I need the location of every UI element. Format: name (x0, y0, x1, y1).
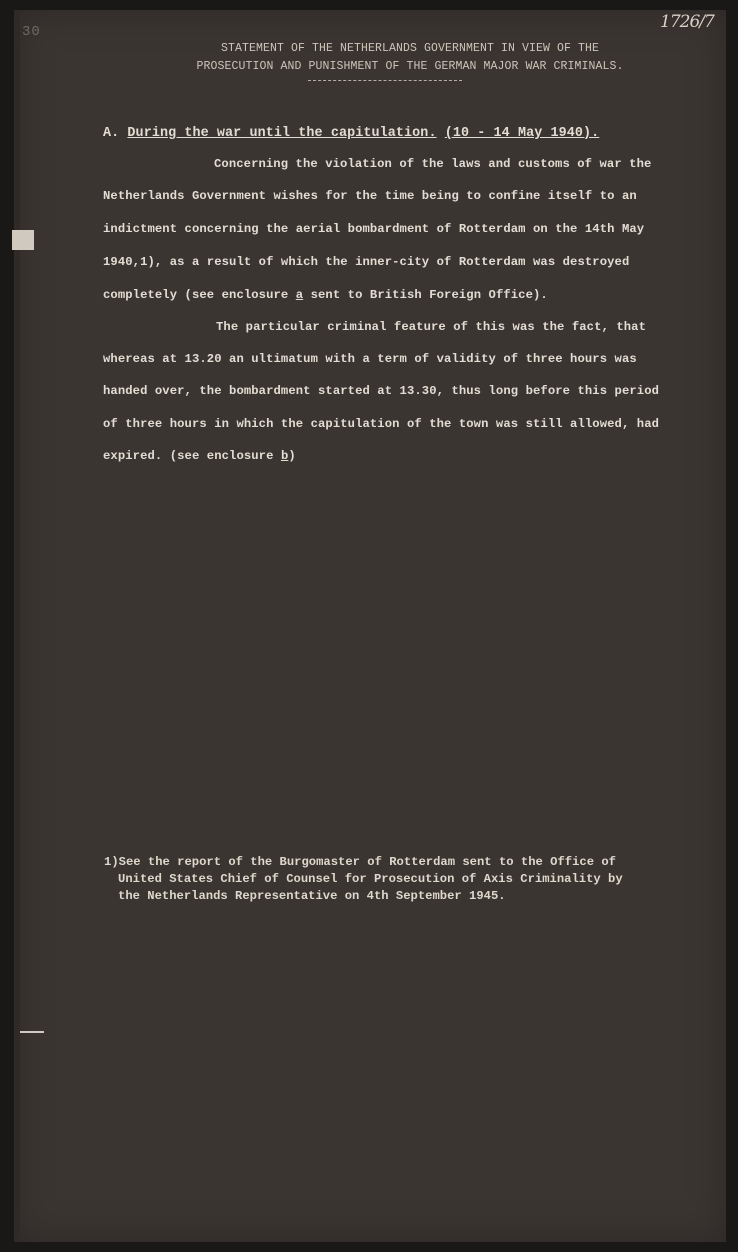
heading-line-2: PROSECUTION AND PUNISHMENT OF THE GERMAN MAJOR WAR CRIMINALS. (196, 60, 624, 73)
handwritten-page-number: 1726/7 (660, 12, 714, 32)
paragraph-2-line-5 (103, 449, 296, 463)
section-heading (103, 126, 599, 141)
paragraph-2-line-3: handed over, the bombardment started at 13.30, thus long before this period (103, 384, 660, 398)
paragraph-2-line-2: whereas at 13.20 an ultimatum with a term of validity of three hours was (103, 352, 637, 366)
enclosure-a-ref: a (295, 288, 304, 302)
heading-line-1: STATEMENT OF THE NETHERLANDS GOVERNMENT IN VIEW OF THE (220, 42, 600, 55)
paragraph-2-line-5-end: ) (288, 449, 296, 463)
paragraph-2-line-4: of three hours in which the capitulation of the town was still allowed, had (103, 417, 660, 431)
section-dates: (10 - 14 May 1940). (444, 126, 600, 141)
paragraph-1-line-4: 1940,1), as a result of which the inner-city of Rotterdam was destroyed (103, 255, 630, 269)
edge-tick-mark (20, 1031, 44, 1033)
paragraph-1-line-2: Netherlands Government wishes for the time being to confine itself to an (103, 189, 637, 203)
enclosure-b-ref: b (280, 449, 289, 463)
archive-tab-marker (12, 230, 34, 250)
footnote-line-2: United States Chief of Counsel for Prosecution of Axis Criminality by (118, 872, 623, 886)
paragraph-1-line-3: indictment concerning the aerial bombardment of Rotterdam on the 14th May (103, 222, 645, 236)
footnote-line-3: the Netherlands Representative on 4th September 1945. (118, 889, 506, 903)
paragraph-2-line-1: The particular criminal feature of this was the fact, that (216, 320, 646, 334)
section-letter: A. (103, 126, 120, 141)
section-title: During the war until the capitulation. (127, 126, 437, 141)
corner-mark: 30 (22, 24, 41, 40)
paragraph-2-line-5-start: expired. (see enclosure (103, 449, 281, 463)
paragraph-1-line-5-end: sent to British Foreign Office). (303, 288, 548, 302)
paragraph-1-line-5-start: completely (see enclosure (103, 288, 296, 302)
paragraph-1-line-1: Concerning the violation of the laws and customs of war the (214, 157, 652, 171)
paragraph-1-line-5 (103, 288, 548, 302)
heading-divider (308, 80, 462, 81)
page-stack-edge (14, 10, 20, 1242)
footnote-line-1: 1)See the report of the Burgomaster of Rotterdam sent to the Office of (104, 855, 616, 869)
